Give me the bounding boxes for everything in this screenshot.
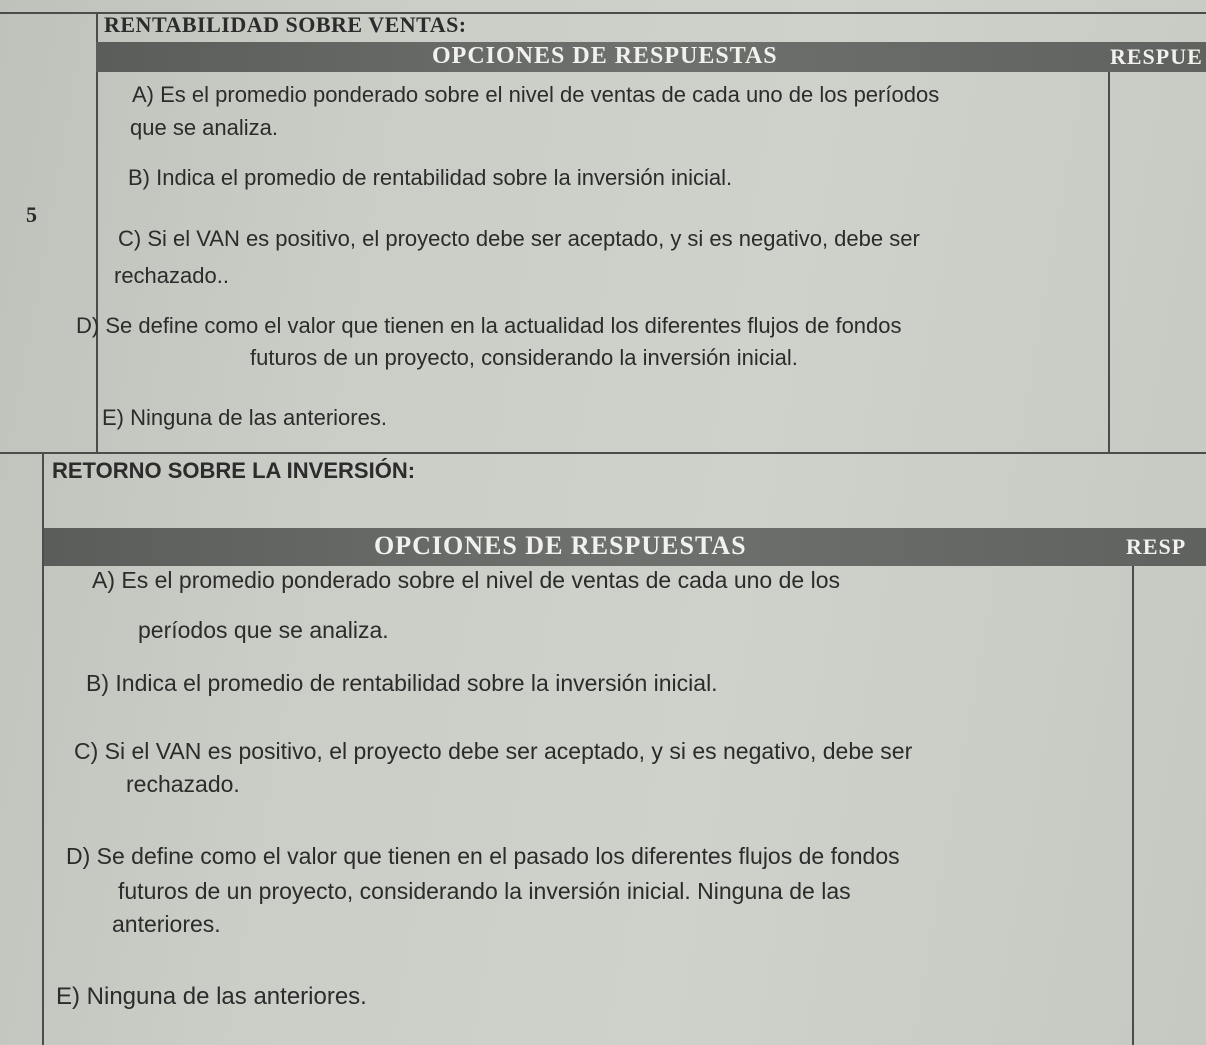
s1-option-a-line1: A) Es el promedio ponderado sobre el nivel de ventas de cada uno de los períodos [132,82,940,107]
s1-option-e: E) Ninguna de las anteriores. [102,405,387,430]
s2-option-a-line2: períodos que se analiza. [138,617,389,643]
section2-title: RETORNO SOBRE LA INVERSIÓN: [52,458,416,483]
s1-option-c-line2: rechazado.. [114,263,229,288]
section-divider [0,452,1206,454]
section2-header-options: OPCIONES DE RESPUESTAS [374,531,747,560]
s2-option-b: B) Indica el promedio de rentabilidad sobre la inversión inicial. [86,670,718,696]
s1-option-a-line2: que se analiza. [130,115,278,140]
section1-title: RENTABILIDAD SOBRE VENTAS: [104,12,467,37]
question-column-divider [96,12,98,452]
answer-column-divider [1108,62,1110,454]
s1-option-d-line1: D) Se define como el valor que tienen en la actualidad los diferentes flujos de fondos [76,313,902,338]
s2-option-e: E) Ninguna de las anteriores. [56,983,367,1010]
question-number: 5 [26,202,37,227]
s2-option-d-line3: anteriores. [112,911,221,937]
section1-header-options: OPCIONES DE RESPUESTAS [432,43,778,69]
section2-header-answer: RESP [1126,534,1187,559]
section2-header-bar [44,528,1206,566]
s2-option-c-line1: C) Si el VAN es positivo, el proyecto debe ser aceptado, y si es negativo, debe ser [74,738,913,764]
s2-option-d-line1: D) Se define como el valor que tienen en el pasado los diferentes flujos de fondos [66,843,900,869]
s1-option-b: B) Indica el promedio de rentabilidad sobre la inversión inicial. [128,165,733,190]
s1-option-d-line2: futuros de un proyecto, considerando la inversión inicial. [250,345,798,370]
section1-header-answer: RESPUE [1110,44,1203,69]
section1-header-bar [96,42,1206,72]
s2-answer-column-divider [1132,566,1134,1045]
s2-option-d-line2: futuros de un proyecto, considerando la inversión inicial. Ninguna de las [118,878,851,904]
s1-option-c-line1: C) Si el VAN es positivo, el proyecto debe ser aceptado, y si es negativo, debe ser [118,226,920,251]
s2-option-c-line2: rechazado. [126,771,240,797]
s2-option-a-line1: A) Es el promedio ponderado sobre el nivel de ventas de cada uno de los [92,567,840,593]
